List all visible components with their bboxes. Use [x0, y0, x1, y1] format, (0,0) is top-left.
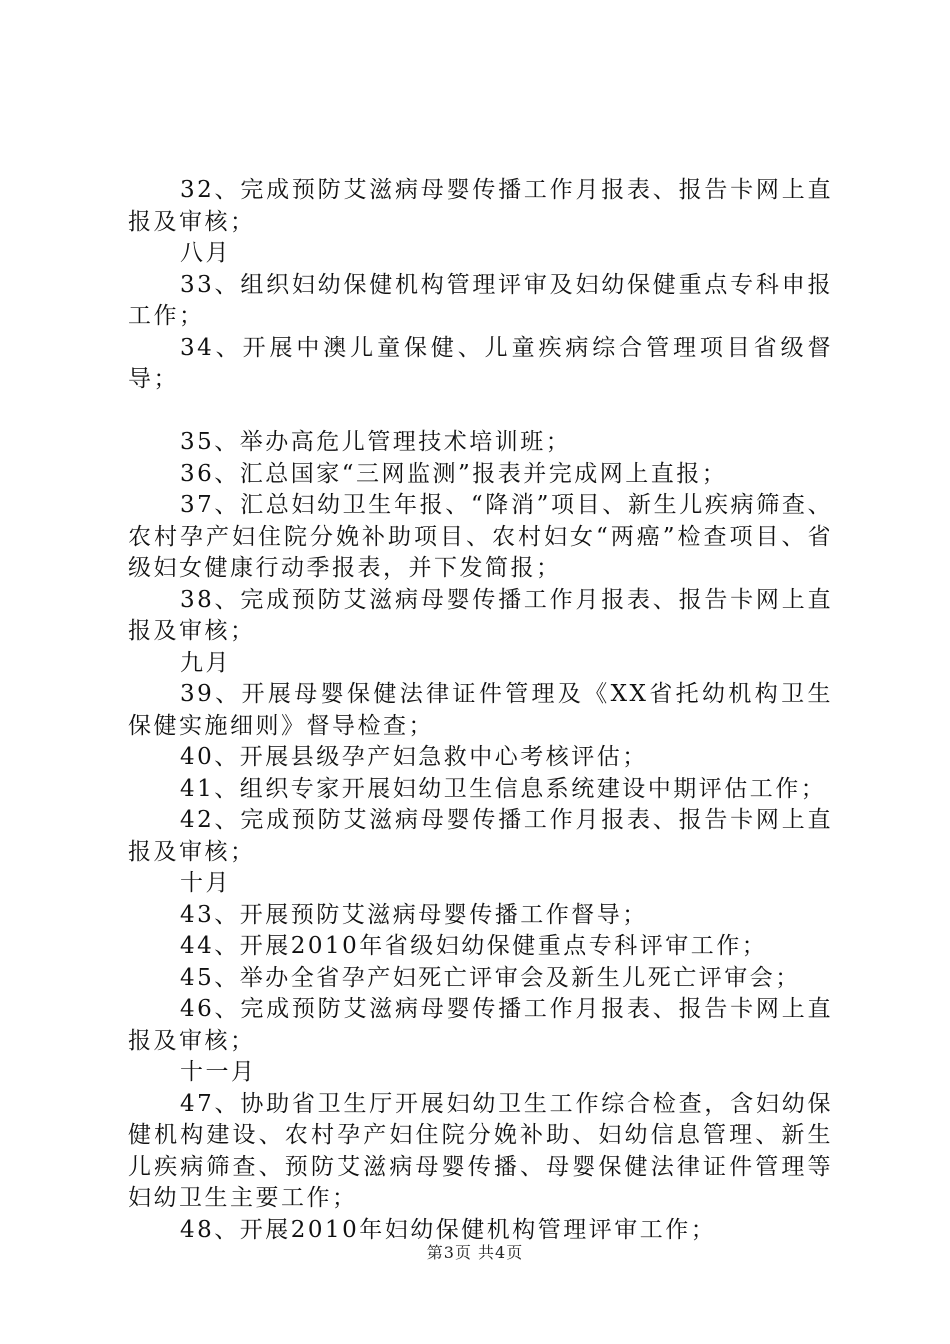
list-item: 37、汇总妇幼卫生年报、“降消”项目、新生儿疾病筛查、农村孕产妇住院分娩补助项目、农村妇女“两癌”检查项目、省级妇女健康行动季报表，并下发简报； [128, 492, 833, 581]
list-item: 47、协助省卫生厅开展妇幼卫生工作综合检查，含妇幼保健机构建设、农村孕产妇住院分娩补助、妇幼信息管理、新生儿疾病筛查、预防艾滋病母婴传播、母婴保健法律证件管理等妇幼卫生主要工作； [128, 1090, 833, 1211]
list-item: 42、完成预防艾滋病母婴传播工作月报表、报告卡网上直报及审核； [128, 807, 833, 865]
list-item: 39、开展母婴保健法律证件管理及《XX省托幼机构卫生保健实施细则》督导检查； [128, 681, 833, 739]
list-item: 34、开展中澳儿童保健、儿童疾病综合管理项目省级督导； [128, 334, 833, 392]
list-item: 43、开展预防艾滋病母婴传播工作督导； [180, 901, 648, 928]
list-item: 36、汇总国家“三网监测”报表并完成网上直报； [180, 460, 728, 487]
list-item: 33、组织妇幼保健机构管理评审及妇幼保健重点专科申报工作； [128, 271, 833, 329]
page-footer [0, 1240, 950, 1263]
month-heading: 十一月 [180, 1059, 257, 1085]
month-heading: 八月 [180, 240, 231, 266]
list-item: 44、开展2010年省级妇幼保健重点专科评审工作； [180, 933, 768, 959]
list-item: 41、组织专家开展妇幼卫生信息系统建设中期评估工作； [180, 775, 827, 802]
list-item: 46、完成预防艾滋病母婴传播工作月报表、报告卡网上直报及审核； [128, 996, 833, 1054]
blank-line [128, 396, 833, 428]
list-item: 35、举办高危儿管理技术培训班； [180, 429, 572, 455]
list-item: 45、举办全省孕产妇死亡评审会及新生儿死亡评审会； [180, 964, 801, 991]
list-item: 38、完成预防艾滋病母婴传播工作月报表、报告卡网上直报及审核； [128, 586, 833, 644]
month-heading: 十月 [180, 870, 231, 896]
document-body [128, 175, 833, 1246]
month-heading: 九月 [180, 649, 231, 676]
list-item: 32、完成预防艾滋病母婴传播工作月报表、报告卡网上直报及审核； [128, 177, 833, 235]
page-number: 第3页 共4页 [426, 1243, 524, 1262]
list-item: 40、开展县级孕产妇急救中心考核评估； [180, 744, 648, 770]
list-item: 48、开展2010年妇幼保健机构管理评审工作； [180, 1216, 717, 1243]
